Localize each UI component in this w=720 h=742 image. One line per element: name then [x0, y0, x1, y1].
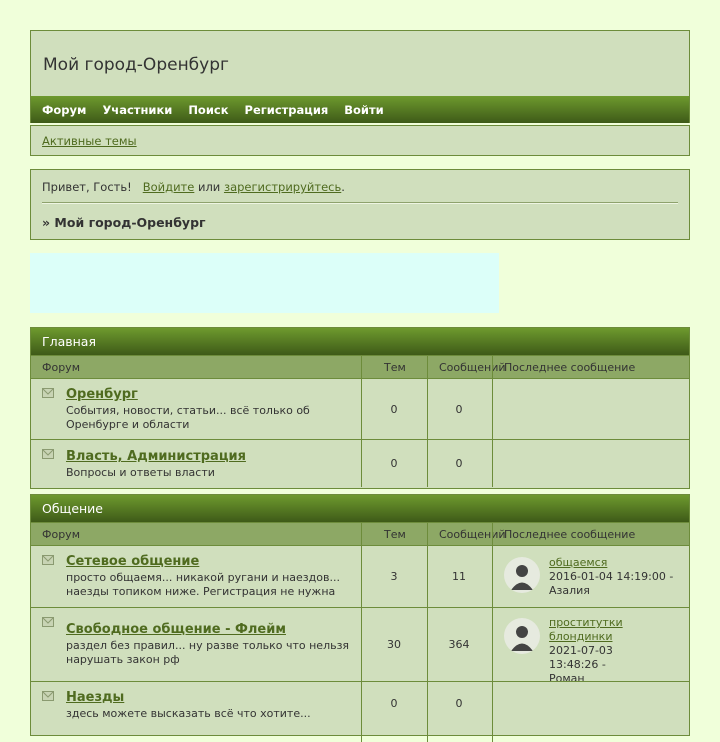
- forum-link[interactable]: Власть, Администрация: [66, 449, 246, 464]
- active-topics-link[interactable]: Активные темы: [42, 134, 137, 148]
- forum-icon: [42, 449, 54, 459]
- forum-description: Вопросы и ответы власти: [66, 466, 215, 479]
- topics-count: 0: [390, 697, 398, 710]
- last-post-author: Роман: [549, 672, 585, 685]
- greeting-text: Привет, Гость!: [42, 180, 132, 194]
- forum-link[interactable]: Оренбург: [66, 387, 138, 402]
- category-main: [30, 327, 690, 489]
- last-post-author: Азалия: [549, 584, 590, 597]
- ad-banner: [30, 253, 499, 313]
- subnav-bar: [30, 125, 690, 156]
- col-topics: Тем: [384, 528, 406, 541]
- last-post-link[interactable]: проститутки блондинки: [549, 616, 623, 643]
- col-topics: Тем: [384, 361, 406, 374]
- forum-icon: [42, 388, 54, 398]
- col-forum: Форум: [42, 361, 80, 374]
- posts-count: 0: [455, 697, 463, 710]
- or-text: или: [197, 180, 221, 194]
- welcome-line: [42, 180, 345, 194]
- site-header: [30, 30, 690, 123]
- topics-count: 0: [390, 457, 398, 470]
- forum-icon: [42, 555, 54, 565]
- posts-count: 11: [452, 570, 466, 583]
- column-header: [31, 355, 689, 378]
- last-post-date: 2021-07-03 13:48:26 -: [549, 644, 613, 671]
- nav-register[interactable]: Регистрация: [244, 102, 329, 117]
- posts-count: 0: [455, 403, 463, 416]
- forum-row[interactable]: [31, 378, 689, 439]
- nav-forum[interactable]: Форум: [42, 102, 87, 117]
- category-title: Общение: [31, 495, 689, 522]
- login-link[interactable]: Войдите: [142, 180, 195, 194]
- category-title: Главная: [31, 328, 689, 355]
- forum-row[interactable]: [31, 681, 689, 742]
- avatar: [504, 618, 540, 654]
- posts-count: 364: [448, 638, 470, 651]
- forum-description: здесь можете высказать всё что хотите...: [66, 707, 311, 720]
- last-post-date: 2016-01-04 14:19:00 -: [549, 570, 674, 583]
- site-title: Мой город-Оренбург: [43, 55, 229, 75]
- nav-members[interactable]: Участники: [102, 102, 173, 117]
- forum-link[interactable]: Сетевое общение: [66, 554, 200, 569]
- forum-row[interactable]: [31, 439, 689, 487]
- forum-link[interactable]: Наезды: [66, 690, 125, 705]
- last-post-info: [549, 616, 659, 686]
- avatar: [504, 557, 540, 593]
- col-last: Последнее сообщение: [504, 528, 636, 541]
- nav-login[interactable]: Войти: [344, 102, 384, 117]
- col-posts: Сообщений: [439, 528, 506, 541]
- nav-search[interactable]: Поиск: [188, 102, 229, 117]
- main-navbar: [31, 96, 689, 123]
- forum-description: просто общаемя... никакой ругани и наездов... наезды топиком ниже. Регистрация не нужна: [66, 571, 340, 598]
- forum-row[interactable]: [31, 545, 689, 607]
- category-chat: [30, 494, 690, 736]
- last-post-info: [549, 556, 679, 598]
- col-last: Последнее сообщение: [504, 361, 636, 374]
- last-post-link[interactable]: общаемся: [549, 556, 608, 569]
- register-link[interactable]: зарегистрируйтесь: [223, 180, 342, 194]
- forum-row[interactable]: [31, 607, 689, 685]
- topics-count: 30: [387, 638, 401, 651]
- welcome-box: [30, 169, 690, 240]
- topics-count: 0: [390, 403, 398, 416]
- forum-description: События, новости, статьи... всё только об Оренбурге и области: [66, 404, 310, 431]
- topics-count: 3: [390, 570, 398, 583]
- col-forum: Форум: [42, 528, 80, 541]
- forum-description: раздел без правил... ну разве только что нельзя нарушать закон рф: [66, 639, 350, 666]
- col-posts: Сообщений: [439, 361, 506, 374]
- forum-icon: [42, 691, 54, 701]
- breadcrumb: » Мой город-Оренбург: [42, 215, 206, 230]
- dot-text: .: [341, 180, 345, 194]
- divider: [42, 202, 678, 204]
- forum-link[interactable]: Свободное общение - Флейм: [66, 622, 286, 637]
- posts-count: 0: [455, 457, 463, 470]
- forum-icon: [42, 617, 54, 627]
- column-header: [31, 522, 689, 545]
